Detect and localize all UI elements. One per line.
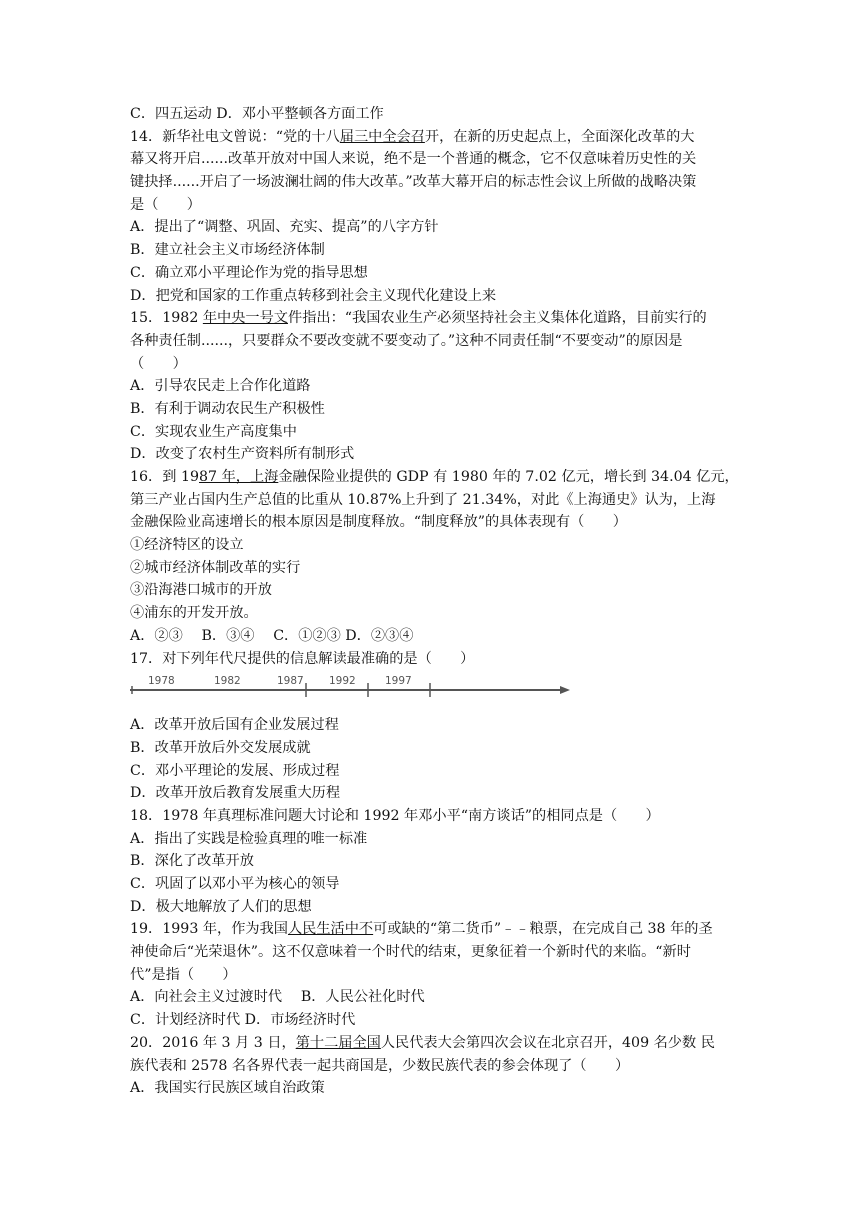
year-timeline (130, 668, 730, 714)
q18-option-a: A．指出了实践是检验真理的唯一标准 (130, 830, 368, 847)
q15-stem-line-3: （ ） (130, 355, 187, 372)
q14-option-b: B．建立社会主义市场经济体制 (130, 242, 325, 259)
q19-stem-line-1: 19．1993 年，作为我国人民生活中不可或缺的“第二货币”﹣﹣粮票，在完成自己 38 年的圣 (130, 921, 713, 938)
q15-option-b: B．有利于调动农民生产积极性 (130, 400, 325, 417)
q16-item-1: ①经济特区的设立 (130, 537, 244, 554)
q19-option-a-b: A．向社会主义过渡时代 B．人民公社化时代 (130, 989, 425, 1006)
question-18 (130, 805, 730, 918)
q20-stem-line-1: 20．2016 年 3 月 3 日，第十二届全国人民代表大会第四次会议在北京召开，409 名少数 民 (130, 1034, 715, 1051)
q14-stem-line-1: 14．新华社电文曾说：“党的十八届三中全会召开，在新的历史起点上，全面深化改革的大 (130, 128, 695, 145)
q14-option-a: A．提出了“调整、巩固、充实、提高”的八字方针 (130, 219, 439, 236)
timeline-axis (130, 668, 580, 714)
q16-stem-line-3: 金融保险业高速增长的根本原因是制度释放。“制度释放”的具体表现有（ ） (130, 514, 627, 531)
timeline-year-1987: 1987 (277, 675, 304, 688)
timeline-year-1992: 1992 (329, 675, 356, 688)
q20-stem-line-2: 族代表和 2578 名各界代表一起共商国是，少数民族代表的参会体现了（ ） (130, 1057, 630, 1074)
q17-option-c: C．邓小平理论的发展、形成过程 (130, 762, 340, 779)
q16-stem-line-1: 16．到 1987 年，上海金融保险业提供的 GDP 有 1980 年的 7.02 亿元，增长到 34.04 亿元， (130, 469, 739, 485)
timeline-year-1982: 1982 (214, 675, 241, 688)
question-19 (130, 918, 730, 1031)
q15-stem-line-2: 各种责任制......，只要群众不要改变就不要变动了。”这种不同责任制“不要变动”的原因是 (130, 332, 683, 349)
q14-stem-line-2: 幕又将开启......改革开放对中国人来说，绝不是一个普通的概念，它不仅意味着历史性的关 (130, 151, 697, 168)
q15-stem-line-1: 15．1982 年中央一号文件指出：“我国农业生产必须坚持社会主义集体化道路，目前实行的 (130, 310, 707, 327)
q18-option-d: D．极大地解放了人们的思想 (130, 898, 312, 915)
question-20 (130, 1032, 730, 1100)
q18-option-c: C．巩固了以邓小平为核心的领导 (130, 876, 340, 892)
q15-option-a: A．引导农民走上合作化道路 (130, 378, 311, 395)
q15-option-d: D．改变了农村生产资料所有制形式 (130, 446, 355, 463)
q14-option-c: C．确立邓小平理论作为党的指导思想 (130, 264, 368, 281)
q14-stem-line-3: 键抉择......开启了一场波澜壮阔的伟大改革。”改革大幕开启的标志性会议上所做的战略决策 (130, 174, 697, 191)
q17-option-d: D．改革开放后教育发展重大历程 (130, 785, 341, 802)
q16-item-2: ②城市经济体制改革的实行 (130, 559, 301, 576)
question-list (130, 103, 739, 1100)
q16-item-3: ③沿海港口城市的开放 (130, 582, 272, 599)
q16-options: A．②③ B．③④ C．①②③ D．②③④ (130, 627, 414, 644)
q19-option-c-d: C．计划经济时代 D．市场经济时代 (130, 1012, 356, 1029)
question-15 (130, 307, 730, 466)
q17-option-a: A．改革开放后国有企业发展过程 (130, 717, 339, 734)
q17-option-b: B．改革开放后外交发展成就 (130, 739, 311, 756)
q18-stem: 18．1978 年真理标准问题大讨论和 1992 年邓小平“南方谈话”的相同点是（ ） (130, 807, 660, 824)
timeline-year-1997: 1997 (385, 675, 412, 688)
q13-option-c-d: C．四五运动 D．邓小平整顿各方面工作 (130, 106, 384, 122)
q15-option-c: C．实现农业生产高度集中 (130, 423, 297, 440)
timeline-year-1978: 1978 (148, 675, 175, 688)
q16-item-4: ④浦东的开发开放。 (130, 605, 258, 622)
q17-stem: 17．对下列年代尺提供的信息解读最准确的是（ ） (130, 650, 475, 667)
timeline-arrow-icon (560, 686, 570, 694)
question-16 (130, 466, 739, 648)
question-17 (130, 648, 730, 805)
q19-stem-line-3: 代”是指（ ） (130, 966, 237, 983)
q14-stem-line-4: 是（ ） (130, 196, 201, 213)
question-14 (130, 126, 730, 308)
q14-option-d: D．把党和国家的工作重点转移到社会主义现代化建设上来 (130, 287, 497, 304)
q20-option-a: A．我国实行民族区域自治政策 (130, 1080, 325, 1097)
q18-option-b: B．深化了改革开放 (130, 853, 254, 870)
q16-stem-line-2: 第三产业占国内生产总值的比重从 10.87%上升到了 21.34%，对此《上海通史》认为，上海 (130, 491, 716, 508)
q19-stem-line-2: 神使命后“光荣退休”。这不仅意味着一个时代的结束，更象征着一个新时代的来临。“新时 (130, 944, 691, 961)
